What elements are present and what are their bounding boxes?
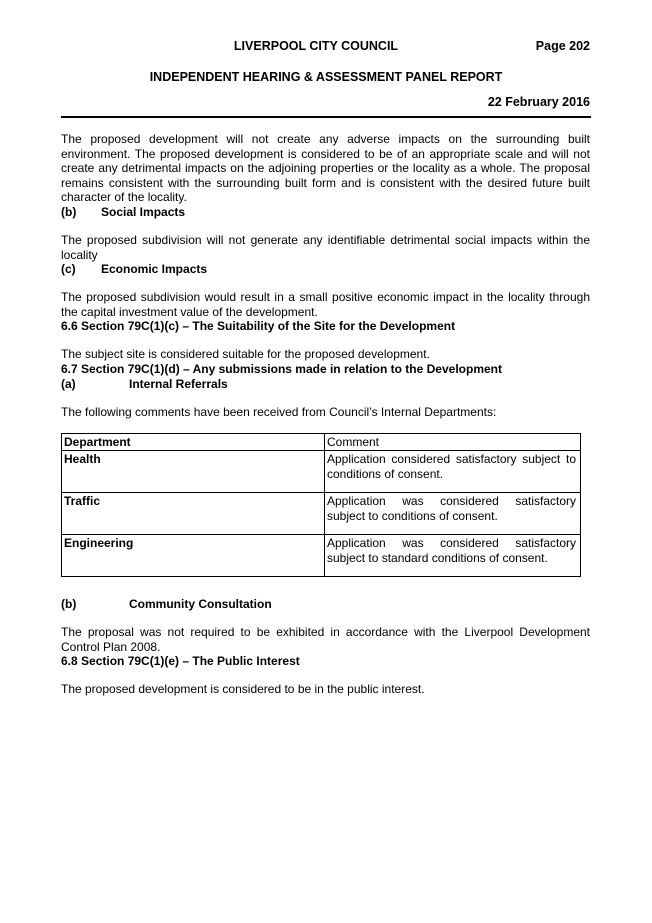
table-cell-comment: Application was considered satisfactory subject to standard conditions of consent. — [325, 535, 581, 577]
referrals-table — [61, 433, 581, 578]
table-row — [62, 493, 581, 535]
economic-impacts-label: (c) — [61, 262, 76, 277]
section-6-7-heading: 6.7 Section 79C(1)(d) – Any submissions made in relation to the Development — [61, 361, 502, 376]
social-impacts-label: (b) — [61, 204, 77, 219]
table-row — [62, 535, 581, 577]
social-impacts-title: Social Impacts — [101, 204, 186, 219]
table-row — [62, 451, 581, 493]
section-6-8-text: The proposed development is considered to be in the public interest. — [61, 682, 425, 697]
table-cell-comment: Application considered satisfactory subject to conditions of consent. — [325, 451, 581, 493]
internal-referrals-title: Internal Referrals — [129, 376, 228, 391]
social-impacts-text: The proposed subdivision will not generate any identifiable detrimental social impacts within the locality — [61, 232, 590, 262]
internal-referrals-heading — [61, 377, 590, 392]
social-impacts-heading — [61, 205, 590, 220]
table-cell-department: Traffic — [62, 493, 325, 535]
internal-referrals-label: (a) — [61, 376, 76, 391]
section-6-6-heading: 6.6 Section 79C(1)(c) – The Suitability of the Site for the Development — [61, 319, 456, 334]
community-consultation-label: (b) — [61, 597, 77, 612]
section-6-6-text: The subject site is considered suitable for the proposed development. — [61, 347, 430, 362]
community-consultation-title: Community Consultation — [129, 597, 272, 612]
table-header-row — [62, 433, 581, 451]
header-rule — [61, 116, 591, 118]
economic-impacts-title: Economic Impacts — [101, 262, 208, 277]
table-cell-comment: Application was considered satisfactory subject to conditions of consent. — [325, 493, 581, 535]
report-date: 22 February 2016 — [487, 95, 590, 109]
report-title: INDEPENDENT HEARING & ASSESSMENT PANEL REPORT — [149, 70, 503, 84]
community-consultation-text: The proposal was not required to be exhibited in accordance with the Liverpool Development Control Plan 2008. — [61, 625, 590, 654]
economic-impacts-heading — [61, 262, 590, 277]
section-6-8-heading: 6.8 Section 79C(1)(e) – The Public Interest — [61, 654, 300, 669]
page-number: Page 202 — [535, 39, 590, 53]
community-consultation-heading — [61, 597, 590, 612]
internal-referrals-text: The following comments have been received from Council’s Internal Departments: — [61, 404, 497, 419]
economic-impacts-text: The proposed subdivision would result in a small positive economic impact in the locality through the capital investment value of the development. — [61, 290, 590, 319]
council-name: LIVERPOOL CITY COUNCIL — [233, 39, 399, 53]
table-cell-department: Health — [62, 451, 325, 493]
table-header-comment: Comment — [325, 433, 581, 451]
document-body — [61, 132, 590, 697]
table-cell-department: Engineering — [62, 535, 325, 577]
table-header-department: Department — [62, 433, 325, 451]
intro-paragraph: The proposed development will not create any adverse impacts on the surrounding built environment. The proposed development is considered to be of an appropriate scale and will not create any detrimental impacts on the adjoining properties or the locality as a whole. The proposal remains consistent with the surrounding built form and is consistent with the desired future built character of the locality. — [61, 132, 590, 205]
